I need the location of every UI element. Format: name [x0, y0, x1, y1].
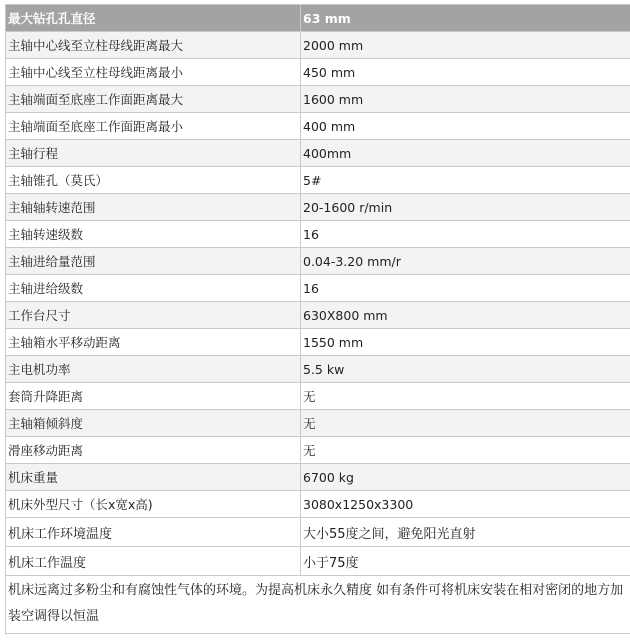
- table-row: [6, 113, 630, 140]
- row-value: 大小55度之间，避免阳光直射: [301, 518, 630, 547]
- row-value: 0.04-3.20 mm/r: [301, 248, 630, 275]
- table-row: [6, 194, 630, 221]
- note-cell: 机床远离过多粉尘和有腐蚀性气体的环境。为提高机床永久精度 如有条件可将机床安装在相对密闭的地方加装空调得以恒温: [6, 576, 630, 634]
- row-value: 6700 kg: [301, 464, 630, 491]
- row-label: 工作台尺寸: [6, 302, 301, 329]
- row-value: 1600 mm: [301, 86, 630, 113]
- table-row: [6, 329, 630, 356]
- row-label: 机床外型尺寸（长x宽x高): [6, 491, 301, 518]
- row-value: 1550 mm: [301, 329, 630, 356]
- note-row: [6, 576, 630, 634]
- row-label: 机床工作温度: [6, 547, 301, 576]
- header-label-cell: 最大钻孔孔直径: [6, 5, 301, 32]
- row-label: 主轴中心线至立柱母线距离最大: [6, 32, 301, 59]
- row-value: 16: [301, 275, 630, 302]
- table-row: [6, 464, 630, 491]
- row-label: 主轴中心线至立柱母线距离最小: [6, 59, 301, 86]
- row-label: 主轴进给量范围: [6, 248, 301, 275]
- row-label: 套筒升降距离: [6, 383, 301, 410]
- row-value: 630X800 mm: [301, 302, 630, 329]
- table-row: [6, 547, 630, 576]
- table-row: [6, 491, 630, 518]
- row-value: 20-1600 r/min: [301, 194, 630, 221]
- row-value: 小于75度: [301, 547, 630, 576]
- row-value: 16: [301, 221, 630, 248]
- row-label: 主轴锥孔（莫氏）: [6, 167, 301, 194]
- row-label: 主轴端面至底座工作面距离最大: [6, 86, 301, 113]
- row-label: 主轴箱倾斜度: [6, 410, 301, 437]
- table-row: [6, 140, 630, 167]
- row-label: 主轴轴转速范围: [6, 194, 301, 221]
- row-label: 主电机功率: [6, 356, 301, 383]
- table-row: [6, 32, 630, 59]
- row-value: 无: [301, 410, 630, 437]
- row-value: 无: [301, 437, 630, 464]
- table-row: [6, 59, 630, 86]
- row-label: 主轴端面至底座工作面距离最小: [6, 113, 301, 140]
- table-row: [6, 221, 630, 248]
- row-value: 3080x1250x3300: [301, 491, 630, 518]
- row-label: 主轴箱水平移动距离: [6, 329, 301, 356]
- row-value: 5#: [301, 167, 630, 194]
- row-label: 滑座移动距离: [6, 437, 301, 464]
- table-row: [6, 302, 630, 329]
- row-value: 450 mm: [301, 59, 630, 86]
- row-value: 无: [301, 383, 630, 410]
- spec-table-body: [6, 5, 630, 634]
- row-label: 主轴进给级数: [6, 275, 301, 302]
- table-row: [6, 167, 630, 194]
- row-value: 5.5 kw: [301, 356, 630, 383]
- table-row: [6, 356, 630, 383]
- table-row: [6, 410, 630, 437]
- header-value-cell: 63 mm: [301, 5, 630, 32]
- table-row: [6, 275, 630, 302]
- table-header-row: [6, 5, 630, 32]
- table-row: [6, 518, 630, 547]
- row-label: 主轴行程: [6, 140, 301, 167]
- table-row: [6, 86, 630, 113]
- row-label: 机床重量: [6, 464, 301, 491]
- row-value: 400 mm: [301, 113, 630, 140]
- table-row: [6, 383, 630, 410]
- spec-table: [5, 4, 630, 634]
- row-value: 2000 mm: [301, 32, 630, 59]
- row-label: 主轴转速级数: [6, 221, 301, 248]
- row-value: 400mm: [301, 140, 630, 167]
- table-row: [6, 437, 630, 464]
- row-label: 机床工作环境温度: [6, 518, 301, 547]
- table-row: [6, 248, 630, 275]
